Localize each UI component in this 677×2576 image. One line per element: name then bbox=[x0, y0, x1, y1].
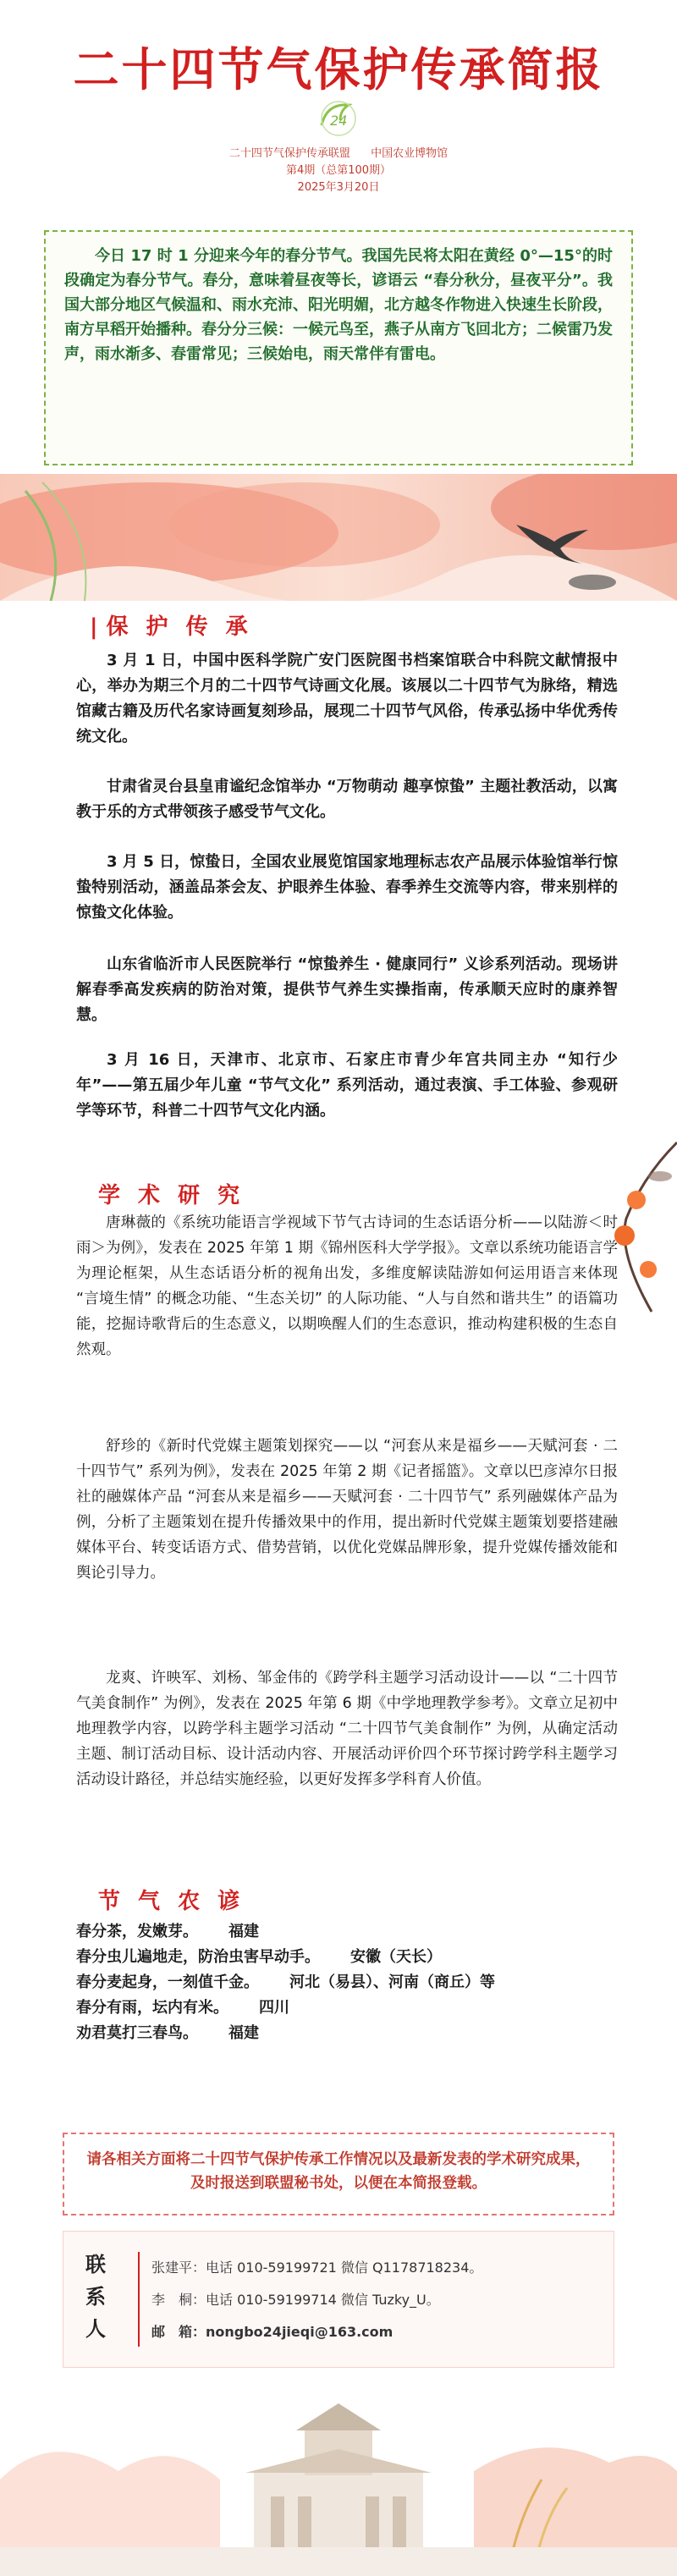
contact-person-2: 李 桐：电话 010-59199714 微信 Tuzky_U。 bbox=[151, 2292, 440, 2308]
contact-label: 联系人 bbox=[85, 2253, 106, 2341]
proverb-item: 春分茶，发嫩芽。 福建 bbox=[76, 1923, 259, 1940]
issue-number: 第4期（总第100期） bbox=[285, 164, 392, 177]
heading-protection: | 保 护 传 承 bbox=[90, 609, 253, 641]
jieqi-logo-icon bbox=[315, 95, 362, 142]
academic-paragraph-1: 唐琳薇的《系统功能语言学视域下节气古诗词的生态话语分析——以陆游＜时雨＞为例》，发表在 2025 年第 1 期《锦州医科大学学报》。文章以系统功能语言学为理论框架，从生态话语分析的视角出发，多维度解读陆游如何运用语言来体现 “言境生情” 的概念功能、“生态关切” 的人际功能、“人与自然和谐共生” 的语篇功能，挖掘诗歌背后的生态意义，以期唤醒人们的生态意识，推动构建积极的生态自然观。 bbox=[76, 1214, 618, 1358]
swallow-icon bbox=[508, 508, 592, 567]
org-museum: 中国农业博物馆 bbox=[371, 147, 449, 160]
proverb-list bbox=[76, 1919, 618, 2046]
protect-paragraph-4: 山东省临沂市人民医院举行 “惊蛰养生 · 健康同行” 义诊系列活动。现场讲解春季高发疾病的防治对策，提供节气养生实操指南，传承顺天应时的康养智慧。 bbox=[76, 955, 618, 1024]
submission-notice: 请各相关方面将二十四节气保护传承工作情况以及最新发表的学术研究成果，及时报送到联盟秘书处，以便在本简报登载。 bbox=[63, 2133, 614, 2215]
museum-footer-illustration bbox=[0, 2378, 677, 2576]
proverb-item: 劝君莫打三春鸟。 福建 bbox=[76, 2024, 259, 2042]
protect-paragraph-2: 甘肃省灵台县皇甫谧纪念馆举办 “万物萌动 趣享惊蛰” 主题社教活动，以寓教于乐的方式带领孩子感受节气文化。 bbox=[76, 778, 618, 821]
intro-box bbox=[44, 230, 633, 465]
masthead bbox=[0, 146, 677, 196]
proverb-item: 春分有雨，坛内有米。 四川 bbox=[76, 1999, 289, 2017]
academic-paragraph-3: 龙爽、许映军、刘杨、邹金伟的《跨学科主题学习活动设计——以 “二十四节气美食制作” 为例》，发表在 2025 年第 6 期《中学地理教学参考》。文章立足初中地理教学内容，以跨学科主题学习活动 “二十四节气美食制作” 为例，从确定活动主题、制订活动目标、设计活动内容、开展活动评价四个环节探讨跨学科主题学习活动设计路径，并总结实施经验，以更好发挥多学科育人价值。 bbox=[76, 1670, 618, 1788]
contact-lines bbox=[151, 2252, 482, 2348]
masthead-orgs bbox=[0, 146, 677, 162]
heading-proverbs: 节 气 农 谚 bbox=[98, 1889, 245, 1914]
org-alliance: 二十四节气保护传承联盟 bbox=[228, 147, 350, 160]
logo-text: 24 bbox=[330, 113, 348, 129]
protect-paragraph-5: 3 月 16 日，天津市、北京市、石家庄市青少年宫共同主办 “知行少年”——第五届少年儿童 “节气文化” 系列活动，通过表演、手工体验、参观研学等环节，科普二十四节气文化内涵。 bbox=[76, 1051, 618, 1120]
protect-paragraph-1: 3 月 1 日，中国中医科学院广安门医院图书档案馆联合中科院文献情报中心，举办为期三个月的二十四节气诗画文化展。该展以二十四节气为脉络，精选馆藏古籍及历代名家诗画复刻珍品，展现二十四节气风俗，传承弘扬中华优秀传统文化。 bbox=[76, 652, 618, 746]
contact-divider bbox=[138, 2252, 140, 2347]
intro-text: 今日 17 时 1 分迎来今年的春分节气。我国先民将太阳在黄经 0°—15°的时段确定为春分节气。春分，意味着昼夜等长，谚语云 “春分秋分，昼夜平分”。我国大部分地区气候温和、雨水充沛、阳光明媚，北方越冬作物进入快速生长阶段，南方早稻开始播种。春分分三候：一候元鸟至，燕子从南方飞回北方；二候雷乃发声，雨水渐多、春雷常见；三候始电，雨天常伴有雷电。 bbox=[64, 247, 613, 363]
newsletter-title: 二十四节气保护传承简报 bbox=[73, 42, 604, 96]
email-address[interactable]: nongbo24jieqi@163.com bbox=[206, 2324, 394, 2340]
protect-paragraph-3: 3 月 5 日，惊蛰日，全国农业展览馆国家地理标志农产品展示体验馆举行惊蛰特别活动，涵盖品茶会友、护眼养生体验、春季养生交流等内容，带来别样的惊蛰文化体验。 bbox=[76, 853, 618, 922]
heading-academic: 学 术 研 究 bbox=[98, 1183, 245, 1208]
contact-email: 邮 箱：nongbo24jieqi@163.com bbox=[151, 2324, 394, 2340]
contact-person-1: 张建平：电话 010-59199721 微信 Q1178718234。 bbox=[151, 2260, 483, 2276]
issue-date: 2025年3月20日 bbox=[297, 181, 380, 194]
academic-paragraph-2: 舒珍的《新时代党媒主题策划探究——以 “河套从来是福乡——天赋河套 · 二十四节气” 系列为例》，发表在 2025 年第 2 期《记者摇篮》。文章以巴彦淖尔日报社的融媒体产品 “河套从来是福乡——天赋河套 · 二十四节气” 系列融媒体产品为例，分析了主题策划在提升传播效果中的作用，提出新时代党媒主题策划要搭建融媒体平台、转变话语方式、借势营销，以优化党媒品牌形象，提升党媒传播效能和舆论引导力。 bbox=[76, 1438, 618, 1582]
proverb-item: 春分麦起身，一刻值千金。 河北（易县）、河南（商丘）等 bbox=[76, 1973, 495, 1991]
stone-icon bbox=[567, 572, 618, 592]
proverb-item: 春分虫儿遍地走，防治虫害早动手。 安徽（天长） bbox=[76, 1948, 442, 1966]
contact-panel bbox=[63, 2231, 614, 2368]
